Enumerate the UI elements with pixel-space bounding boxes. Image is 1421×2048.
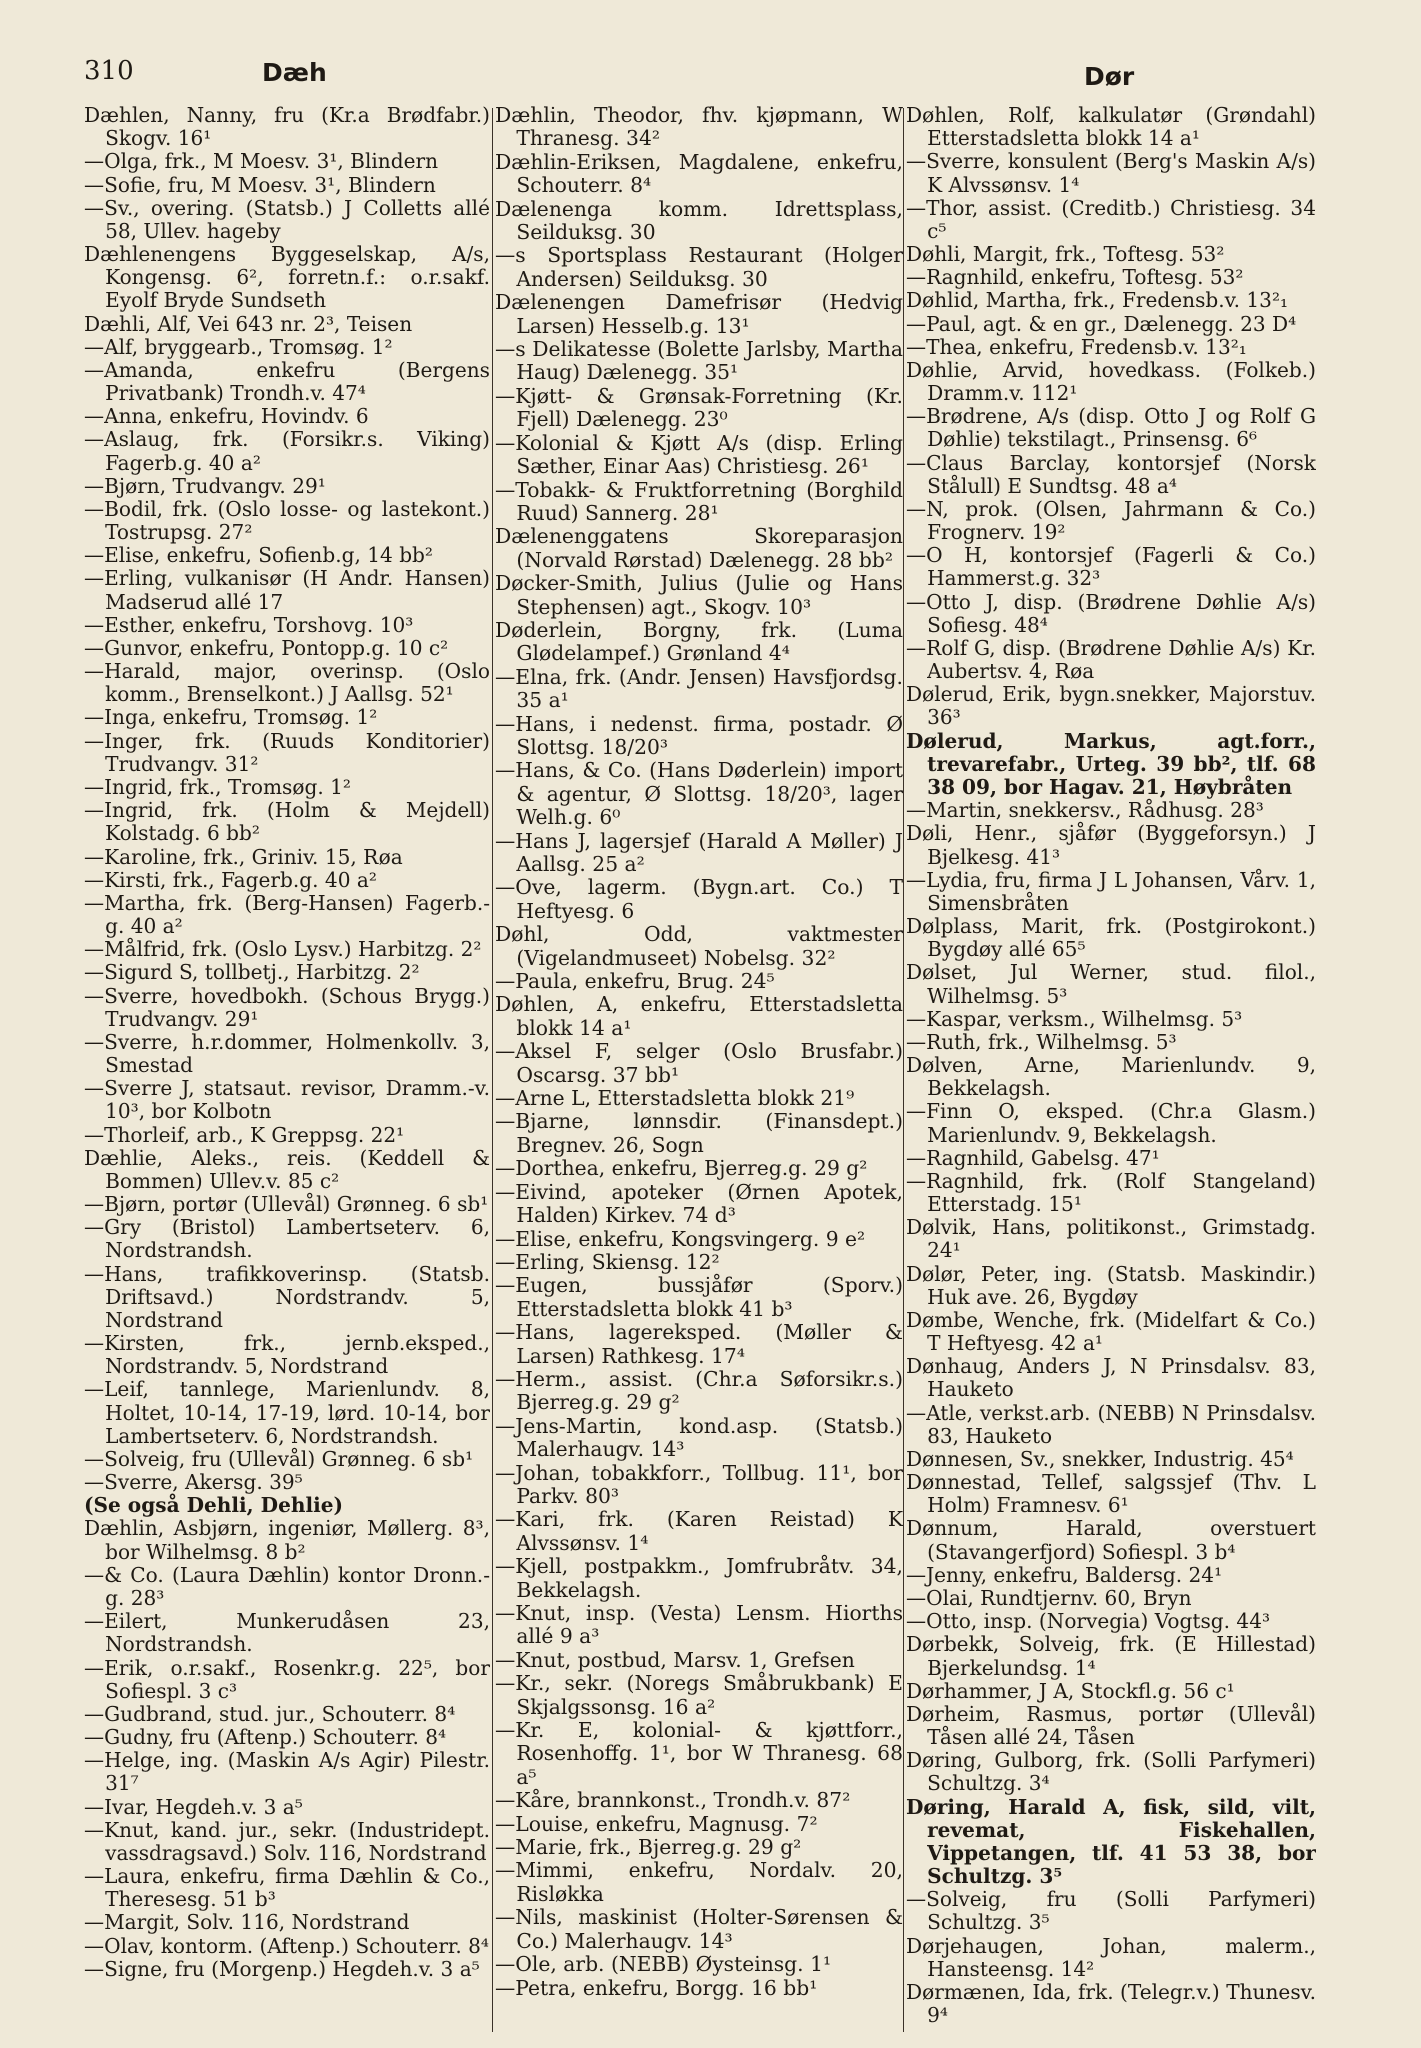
directory-entry: —Kr., sekr. (Noregs Småbrukbank) E Skjalgssonsg. 16 a²: [495, 1671, 903, 1719]
directory-entry: —Laura, enkefru, firma Dæhlin & Co., Theresesg. 51 b³: [84, 1864, 490, 1912]
directory-entry: —Hans, lagereksped. (Møller & Larsen) Rathkesg. 17⁴: [495, 1320, 903, 1368]
directory-entry: —Kaspar, verksm., Wilhelmsg. 5³: [906, 1006, 1243, 1031]
directory-entry: —Hans, trafikkoverinsp. (Statsb. Driftsavd.) Nordstrandv. 5, Nordstrand: [84, 1261, 490, 1332]
directory-entry: —Brødrene, A/s (disp. Otto J og Rolf G Døhlie) tekstilagt., Prinsensg. 6⁶: [906, 404, 1316, 452]
directory-entry: —Atle, verkst.arb. (NEBB) N Prinsdalsv. 83, Hauketo: [906, 1400, 1316, 1448]
page-number: 310: [84, 56, 134, 86]
directory-entry: —Knut, kand. jur., sekr. (Industridept. vassdragsavd.) Solv. 116, Nordstrand: [84, 1817, 490, 1865]
directory-entry: Dørbekk, Solveig, frk. (E Hillestad) Bjerkelundsg. 1⁴: [906, 1632, 1316, 1680]
directory-entry: —& Co. (Laura Dæhlin) kontor Dronn.-g. 28³: [84, 1562, 490, 1610]
directory-entry: Døhli, Margit, frk., Toftesg. 53²: [906, 242, 1225, 267]
directory-entry: —Kari, frk. (Karen Reistad) K Alvssønsv. 1⁴: [495, 1507, 903, 1555]
directory-entry: —Helge, ing. (Maskin A/s Agir) Pilestr. 31⁷: [84, 1748, 490, 1796]
directory-entry: —Eugen, bussjåfør (Sporv.) Etterstadsletta blokk 41 b³: [495, 1273, 903, 1321]
directory-entry: —Sverre J, statsaut. revisor, Dramm.-v. 10³, bor Kolbotn: [84, 1076, 490, 1124]
directory-entry: —Hans, & Co. (Hans Døderlein) import & agentur, Ø Slottsg. 18/20³, lager Welh.g. 6⁰: [495, 758, 903, 830]
directory-entry: Døcker-Smith, Julius (Julie og Hans Stephensen) agt., Skogv. 10³: [495, 571, 903, 619]
left-running-head: Dæh: [262, 58, 327, 87]
directory-entry: —Kjell, postpakkm., Jomfrubråtv. 34, Bekkelagsh.: [495, 1554, 903, 1602]
directory-entry: Døli, Henr., sjåfør (Byggeforsyn.) J Bjelkesg. 41³: [906, 821, 1316, 869]
page-header: [0, 0, 1421, 110]
directory-entry: —Aksel F, selger (Oslo Brusfabr.) Oscarsg. 37 bb¹: [495, 1039, 903, 1087]
directory-entry: Dæhli, Alf, Vei 643 nr. 2³, Teisen: [84, 311, 413, 336]
directory-entry: —Gudny, fru (Aftenp.) Schouterr. 8⁴: [84, 1725, 447, 1750]
directory-entry: —Tobakk- & Fruktforretning (Borghild Ruud) Sannerg. 28¹: [495, 477, 903, 525]
directory-entry: —Nils, maskinist (Holter-Sørensen & Co.) Malerhaugv. 14³: [495, 1905, 903, 1953]
directory-entry: Dømbe, Wenche, frk. (Midelfart & Co.) T Heftyesg. 42 a¹: [906, 1307, 1316, 1356]
directory-entry: —Finn O, eksped. (Chr.a Glasm.) Marienlundv. 9, Bekkelagsh.: [906, 1099, 1316, 1147]
directory-entry: —Bjørn, portør (Ullevål) Grønneg. 6 sb¹: [84, 1192, 489, 1217]
directory-entry: —Thea, enkefru, Fredensb.v. 13²₁: [906, 334, 1247, 359]
directory-entry: —Sofie, fru, M Moesv. 3¹, Blindern: [84, 172, 436, 197]
column-divider: [903, 108, 904, 2032]
directory-entry: Dølerud, Markus, agt.forr., trevarefabr., Urteg. 39 bb², tlf. 68 38 09, bor Hagav. 21, Høybråten: [906, 728, 1316, 799]
directory-entry: Døhlie, Arvid, hovedkass. (Folkeb.) Dramm.v. 112¹: [906, 357, 1316, 406]
directory-entry: —s Sportsplass Restaurant (Holger Andersen) Seilduksg. 30: [495, 243, 903, 291]
column-3: [906, 104, 1316, 2036]
directory-entry: —Johan, tobakkforr., Tollbug. 11¹, bor Parkv. 80³: [495, 1460, 903, 1508]
directory-entry: —Jens-Martin, kond.asp. (Statsb.) Malerhaugv. 14³: [495, 1413, 903, 1462]
directory-entry: —Marie, frk., Bjerreg.g. 29 g²: [495, 1835, 802, 1860]
directory-entry: —Hans, i nedenst. firma, postadr. Ø Slottsg. 18/20³: [495, 711, 903, 759]
directory-entry: —Alf, bryggearb., Tromsøg. 1²: [84, 334, 393, 359]
directory-entry: —Gry (Bristol) Lambertseterv. 6, Nordstrandsh.: [84, 1215, 490, 1263]
directory-entry: Dælenenga komm. Idrettsplass, Seilduksg. 30: [495, 196, 903, 245]
directory-entry: —Ingrid, frk. (Holm & Mejdell) Kolstadg. 6 bb²: [84, 798, 490, 846]
directory-entry: —N, prok. (Olsen, Jahrmann & Co.) Frognerv. 19²: [906, 496, 1316, 545]
directory-entry: —Aslaug, frk. (Forsikr.s. Viking) Fagerb.g. 40 a²: [84, 427, 490, 475]
directory-entry: Dæhlenengens Byggeselskap, A/s, Kongensg. 6², forretn.f.: o.r.sakf. Eyolf Bryde Sundseth: [84, 242, 490, 313]
directory-entry: —Leif, tannlege, Marienlundv. 8, Holtet, 10-14, 17-19, lørd. 10-14, bor Lambertseterv. 6, Nordstrandsh.: [84, 1377, 490, 1448]
directory-entry: —Erik, o.r.sakf., Rosenkr.g. 22⁵, bor Sofiespl. 3 c³: [84, 1655, 490, 1703]
directory-entry: Dølerud, Erik, bygn.snekker, Majorstuv. 36³: [906, 682, 1316, 730]
directory-entry: —Ivar, Hegdeh.v. 3 a⁵: [84, 1794, 303, 1819]
directory-entry: —Paula, enkefru, Brug. 24⁵: [495, 969, 775, 994]
directory-entry: —Olga, frk., M Moesv. 3¹, Blindern: [84, 149, 439, 174]
directory-entry: —Olai, Rundtjernv. 60, Bryn: [906, 1586, 1192, 1610]
directory-entry: Dølset, Jul Werner, stud. filol., Wilhelmsg. 5³: [906, 960, 1316, 1008]
directory-entry: —Signe, fru (Morgenp.) Hegdeh.v. 3 a⁵: [84, 1956, 480, 1981]
directory-entry: Dælenenggatens Skoreparasjon (Norvald Rørstad) Dælenegg. 28 bb²: [495, 524, 903, 572]
directory-entry: —Thorleif, arb., K Greppsg. 22¹: [84, 1122, 405, 1147]
directory-entry: —Ingrid, frk., Tromsøg. 1²: [84, 774, 351, 799]
directory-entry: Dølven, Arne, Marienlundv. 9, Bekkelagsh.: [906, 1053, 1316, 1101]
directory-entry: Dæhlin, Theodor, fhv. kjøpmann, W Thranesg. 34²: [495, 104, 903, 151]
directory-entry: —Solveig, fru (Solli Parfymeri) Schultzg. 3⁵: [906, 1887, 1316, 1935]
directory-entry: —Paul, agt. & en gr., Dælenegg. 23 D⁴: [906, 311, 1297, 336]
directory-entry: —Thor, assist. (Creditb.) Christiesg. 34 c⁵: [906, 195, 1316, 243]
directory-entry: —Martha, frk. (Berg-Hansen) Fagerb.-g. 40 a²: [84, 890, 490, 939]
directory-entry: —Ole, arb. (NEBB) Øysteinsg. 1¹: [495, 1952, 832, 1977]
directory-entry: —Inger, frk. (Ruuds Konditorier) Trudvangv. 31²: [84, 728, 490, 776]
directory-entry: —Jenny, enkefru, Baldersg. 24¹: [906, 1562, 1223, 1587]
directory-entry: —Ragnhild, frk. (Rolf Stangeland) Etterstadg. 15¹: [906, 1168, 1316, 1217]
directory-entry: —Eivind, apoteker (Ørnen Apotek, Halden) Kirkev. 74 d³: [495, 1179, 903, 1228]
directory-entry: —Inga, enkefru, Tromsøg. 1²: [84, 705, 378, 730]
directory-entry: —Olav, kontorm. (Aftenp.) Schouterr. 8⁴: [84, 1933, 489, 1958]
directory-entry: —Louise, enkefru, Magnusg. 7²: [495, 1811, 818, 1836]
directory-entry: —Claus Barclay, kontorsjef (Norsk Stålull) E Sundtsg. 48 a⁴: [906, 450, 1316, 498]
directory-entry: Dørhammer, J A, Stockfl.g. 56 c¹: [906, 1678, 1235, 1703]
directory-entry: —Ragnhild, enkefru, Toftesg. 53²: [906, 265, 1244, 290]
directory-entry: —Elise, enkefru, Kongsvingerg. 9 e²: [495, 1226, 866, 1251]
directory-entry: —Bodil, frk. (Oslo losse- og lastekont.) Tostrupsg. 27²: [84, 496, 490, 545]
directory-entry: Dæhlin-Eriksen, Magdalene, enkefru, Schouterr. 8⁴: [495, 149, 903, 198]
directory-entry: —O H, kontorsjef (Fagerli & Co.) Hammerst.g. 32³: [906, 543, 1316, 591]
directory-entry: Dæhlie, Aleks., reis. (Keddell & Bommen) Ullev.v. 85 c²: [84, 1145, 490, 1193]
column-2: [495, 104, 903, 2036]
directory-entry: —Bjørn, Trudvangv. 29¹: [84, 473, 326, 498]
directory-entry: —s Delikatesse (Bolette Jarlsby, Martha Haug) Dælenegg. 35¹: [495, 337, 903, 385]
directory-entry: Dønnestad, Tellef, salgssjef (Thv. L Holm) Framnesv. 6¹: [906, 1470, 1316, 1518]
directory-entry: —Bjarne, lønnsdir. (Finansdept.) Bregnev. 26, Sogn: [495, 1109, 903, 1157]
directory-entry: Døhl, Odd, vaktmester (Vigelandmuseet) Nobelsg. 32²: [495, 922, 903, 970]
directory-entry: —Ove, lagerm. (Bygn.art. Co.) T Heftyesg. 6: [495, 875, 903, 923]
directory-entry: —Sverre, hovedbokh. (Schous Brygg.) Trudvangv. 29¹: [84, 983, 490, 1031]
directory-entry: Dønhaug, Anders J, N Prinsdalsv. 83, Hauketo: [906, 1354, 1316, 1402]
directory-entry: —Elise, enkefru, Sofienb.g, 14 bb²: [84, 543, 433, 568]
directory-entry: —Sv., overing. (Statsb.) J Colletts allé 58, Ullev. hageby: [84, 195, 490, 243]
directory-entry: Dølør, Peter, ing. (Statsb. Maskindir.) Huk ave. 26, Bygdøy: [906, 1261, 1316, 1309]
directory-entry: —Kr. E, kolonial- & kjøttforr., Rosenhoffg. 1¹, bor W Thranesg. 68 a⁵: [495, 1718, 903, 1789]
directory-entry: —Kåre, brannkonst., Trondh.v. 87²: [495, 1788, 851, 1813]
directory-entry: Døhlid, Martha, frk., Fredensb.v. 13²₁: [906, 288, 1289, 313]
directory-entry: —Margit, Solv. 116, Nordstrand: [84, 1910, 410, 1935]
directory-entry: —Anna, enkefru, Hovindv. 6: [84, 404, 369, 429]
directory-entry: —Herm., assist. (Chr.a Søforsikr.s.) Bjerreg.g. 29 g²: [495, 1366, 903, 1415]
directory-entry: (Se også Dehli, Dehlie): [84, 1493, 344, 1518]
directory-entry: Dølvik, Hans, politikonst., Grimstadg. 24¹: [906, 1215, 1316, 1263]
directory-entry: —Lydia, fru, firma J L Johansen, Vårv. 1, Simensbråten: [906, 867, 1316, 915]
directory-entry: Dølplass, Marit, frk. (Postgirokont.) Bygdøy allé 65⁵: [906, 914, 1316, 962]
directory-entry: —Hans J, lagersjef (Harald A Møller) J Aallsg. 25 a²: [495, 828, 903, 876]
directory-entry: —Sigurd S, tollbetj., Harbitzg. 2²: [84, 960, 420, 985]
directory-entry: —Martin, snekkersv., Rådhusg. 28³: [906, 798, 1264, 823]
right-running-head: Dør: [1084, 62, 1135, 91]
directory-entry: —Kjøtt- & Grønsak-Forretning (Kr. Fjell) Dælenegg. 23⁰: [495, 383, 903, 432]
directory-entry: Døhlen, Rolf, kalkulatør (Grøndahl) Etterstadsletta blokk 14 a¹: [906, 104, 1316, 151]
directory-entry: —Esther, enkefru, Torshovg. 10³: [84, 612, 414, 637]
directory-entry: —Karoline, frk., Griniv. 15, Røa: [84, 844, 403, 869]
directory-entry: —Sverre, h.r.dommer, Holmenkollv. 3, Smestad: [84, 1029, 490, 1078]
directory-entry: —Knut, insp. (Vesta) Lensm. Hiorths allé 9 a³: [495, 1601, 903, 1649]
directory-entry: —Mimmi, enkefru, Nordalv. 20, Risløkka: [495, 1858, 903, 1906]
directory-entry: —Otto J, disp. (Brødrene Døhlie A/s) Sofiesg. 48⁴: [906, 589, 1316, 637]
directory-entry: —Dorthea, enkefru, Bjerreg.g. 29 g²: [495, 1156, 868, 1181]
directory-entry: Dønnum, Harald, overstuert (Stavangerfjord) Sofiespl. 3 b⁴: [906, 1516, 1316, 1564]
directory-entry: —Målfrid, frk. (Oslo Lysv.) Harbitzg. 2²: [84, 937, 482, 962]
directory-entry: —Ragnhild, Gabelsg. 47¹: [906, 1145, 1160, 1170]
directory-entry: —Petra, enkefru, Borgg. 16 bb¹: [495, 1975, 818, 2000]
directory-entry: —Knut, postbud, Marsv. 1, Grefsen: [495, 1647, 855, 1672]
directory-entry: —Harald, major, overinsp. (Oslo komm., Brenselkont.) J Aallsg. 52¹: [84, 659, 490, 707]
column-divider: [492, 108, 493, 2032]
directory-entry: —Kirsti, frk., Fagerb.g. 40 a²: [84, 867, 377, 892]
directory-entry: —Solveig, fru (Ullevål) Grønneg. 6 sb¹: [84, 1446, 474, 1471]
directory-entry: Dørjehaugen, Johan, malerm., Hansteensg. 14²: [906, 1933, 1316, 1981]
directory-entry: —Rolf G, disp. (Brødrene Døhlie A/s) Kr. Aubertsv. 4, Røa: [906, 635, 1316, 684]
directory-entry: —Kolonial & Kjøtt A/s (disp. Erling Sæther, Einar Aas) Christiesg. 26¹: [495, 430, 903, 479]
directory-entry: Dælenengen Damefrisør (Hedvig Larsen) Hesselb.g. 13¹: [495, 290, 903, 338]
directory-entry: —Gunvor, enkefru, Pontopp.g. 10 c²: [84, 635, 449, 660]
directory-entry: —Sverre, Akersg. 39⁵: [84, 1470, 303, 1495]
directory-entry: Døhlen, A, enkefru, Etterstadsletta blokk 14 a¹: [495, 992, 903, 1040]
directory-entry: —Ruth, frk., Wilhelmsg. 5³: [906, 1029, 1177, 1054]
directory-entry: Dørheim, Rasmus, portør (Ullevål) Tåsen allé 24, Tåsen: [906, 1701, 1316, 1750]
directory-entry: —Elna, frk. (Andr. Jensen) Havsfjordsg. 35 a¹: [495, 664, 903, 713]
column-1: [84, 104, 490, 2036]
directory-entry: —Amanda, enkefru (Bergens Privatbank) Trondh.v. 47⁴: [84, 357, 490, 406]
directory-entry: —Erling, Skiensg. 12²: [495, 1249, 720, 1274]
directory-entry: Dæhlin, Asbjørn, ingeniør, Møllerg. 8³, bor Wilhelmsg. 8 b²: [84, 1516, 490, 1564]
directory-entry: —Otto, insp. (Norvegia) Vogtsg. 44³: [906, 1609, 1271, 1634]
directory-entry: —Arne L, Etterstadsletta blokk 21⁹: [495, 1086, 855, 1111]
directory-entry: —Eilert, Munkerudåsen 23, Nordstrandsh.: [84, 1609, 490, 1657]
directory-entry: Døring, Gulborg, frk. (Solli Parfymeri) Schultzg. 3⁴: [906, 1748, 1316, 1796]
directory-entry: —Gudbrand, stud. jur., Schouterr. 8⁴: [84, 1701, 456, 1726]
directory-entry: —Kirsten, frk., jernb.eksped., Nordstrandv. 5, Nordstrand: [84, 1331, 490, 1379]
directory-entry: Dørmænen, Ida, frk. (Telegr.v.) Thunesv. 9⁴: [906, 1979, 1316, 2028]
directory-entry: Dønnesen, Sv., snekker, Industrig. 45⁴: [906, 1446, 1294, 1471]
directory-entry: Døderlein, Borgny, frk. (Luma Glødelampef.) Grønland 4⁴: [495, 617, 903, 666]
directory-entry: Dæhlen, Nanny, fru (Kr.a Brødfabr.) Skogv. 16¹: [84, 104, 490, 151]
directory-entry: —Sverre, konsulent (Berg's Maskin A/s) K Alvssønsv. 1⁴: [906, 149, 1316, 197]
directory-entry: Døring, Harald A, fisk, sild, vilt, revemat, Fiskehallen, Vippetangen, tlf. 41 53 38, bor Schultzg. 3⁵: [906, 1794, 1316, 1889]
directory-entry: —Erling, vulkanisør (H Andr. Hansen) Madserud allé 17: [84, 566, 490, 614]
